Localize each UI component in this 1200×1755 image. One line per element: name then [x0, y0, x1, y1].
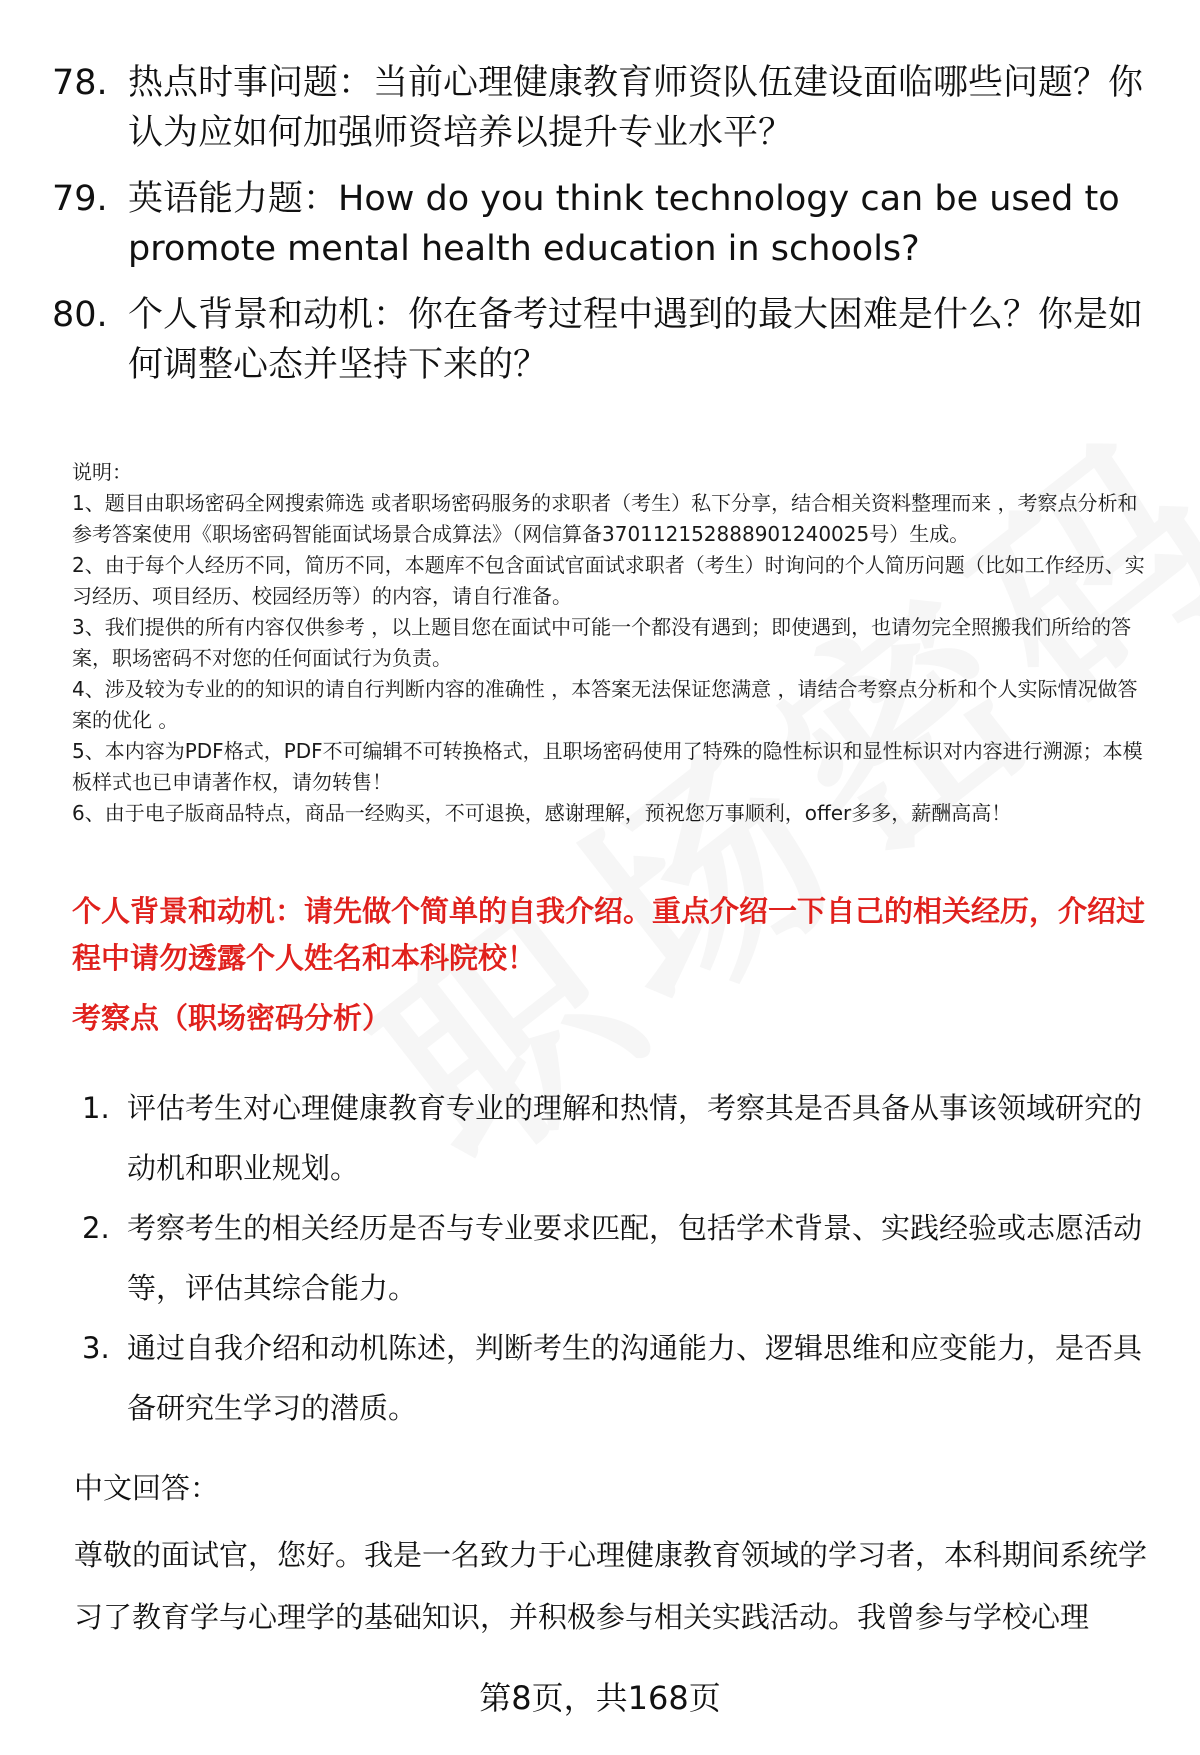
point-text: 通过自我介绍和动机陈述，判断考生的沟通能力、逻辑思维和应变能力，是否具备研究生学习的潜质。: [127, 1331, 1143, 1425]
note-item: 2、由于每个人经历不同，简历不同，本题库不包含面试官面试求职者（考生）时询问的个人简历问题（比如工作经历、实习经历、项目经历、校园经历等）的内容，请自行准备。: [72, 553, 1145, 608]
page-number: 第8页，共168页: [479, 1679, 721, 1717]
question-number: 78.: [52, 63, 108, 103]
question-number: 80.: [52, 295, 108, 335]
analysis-point: [82, 1198, 1162, 1318]
notes-section: [72, 457, 1157, 829]
point-number: 1.: [82, 1091, 110, 1125]
question-text: 热点时事问题：当前心理健康教育师资队伍建设面临哪些问题？你认为应如何加强师资培养以提升专业水平？: [128, 63, 1144, 153]
question-item: [52, 58, 1162, 158]
answer-label: 中文回答：: [74, 1471, 220, 1505]
note-item: 3、我们提供的所有内容仅供参考 ，以上题目您在面试中可能一个都没有遇到；即使遇到，也请勿完全照搬我们所给的答案，职场密码不对您的任何面试行为负责。: [72, 615, 1132, 670]
analysis-point: [82, 1318, 1162, 1438]
note-item: 5、本内容为PDF格式，PDF不可编辑不可转换格式，且职场密码使用了特殊的隐性标识和显性标识对内容进行溯源；本模板样式也已申请著作权，请勿转售！: [72, 739, 1143, 794]
note-item: 6、由于电子版商品特点，商品一经购买，不可退换，感谢理解，预祝您万事顺利，offer多多，薪酬高高！: [72, 801, 1012, 825]
point-number: 3.: [82, 1331, 110, 1365]
analysis-title: 考察点（职场密码分析）: [72, 1001, 392, 1035]
question-number: 79.: [52, 179, 108, 219]
analysis-point: [82, 1078, 1162, 1198]
notes-title: 说明：: [72, 460, 132, 484]
note-item: 1、题目由职场密码全网搜索筛选 或者职场密码服务的求职者（考生）私下分享，结合相关资料整理而来 ，考察点分析和参考答案使用《职场密码智能面试场景合成算法》（网信算备370112152888901240025号）生成。: [72, 491, 1138, 546]
point-text: 评估考生对心理健康教育专业的理解和热情，考察其是否具备从事该领域研究的动机和职业规划。: [127, 1091, 1143, 1185]
question-item: [52, 174, 1162, 274]
point-number: 2.: [82, 1211, 110, 1245]
question-text: 个人背景和动机：你在备考过程中遇到的最大困难是什么？你是如何调整心态并坚持下来的？: [128, 295, 1144, 385]
answer-text: 尊敬的面试官，您好。我是一名致力于心理健康教育领域的学习者，本科期间系统学习了教育学与心理学的基础知识，并积极参与相关实践活动。我曾参与学校心理: [74, 1538, 1148, 1634]
note-item: 4、涉及较为专业的的知识的请自行判断内容的准确性 ，本答案无法保证您满意 ，请结合考察点分析和个人实际情况做答案的优化 。: [72, 677, 1138, 732]
current-question-heading: 个人背景和动机：请先做个简单的自我介绍。重点介绍一下自己的相关经历，介绍过程中请勿透露个人姓名和本科院校！: [72, 894, 1146, 975]
analysis-points: [82, 1078, 1162, 1438]
question-text: 英语能力题：How do you think technology can be used to promote mental health education in schools?: [128, 179, 1120, 269]
point-text: 考察考生的相关经历是否与专业要求匹配，包括学术背景、实践经验或志愿活动等，评估其综合能力。: [127, 1211, 1143, 1305]
question-item: [52, 290, 1162, 390]
question-list: [52, 58, 1162, 406]
